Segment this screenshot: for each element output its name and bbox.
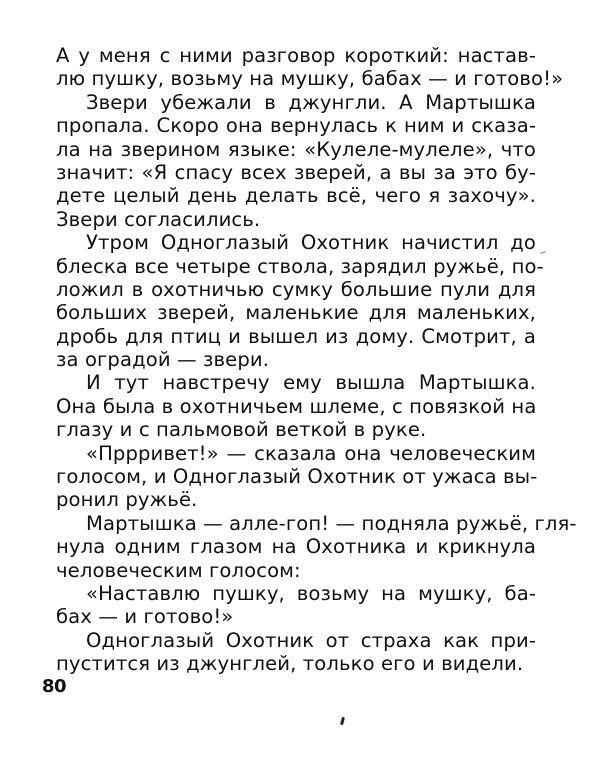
text-line: дробь для птиц и вышел из дому. Смотрит, а [56,324,536,348]
text-line: Одноглазый Охотник от страха как при- [86,628,536,652]
text-line: нула одним глазом на Охотника и крикнула [56,535,536,559]
text-line: глазу и с пальмовой веткой в руке. [56,418,427,442]
text-line: человеческим голосом: [56,558,301,582]
text-line: за оградой — звери. [56,348,270,372]
print-speck [540,251,546,254]
text-line: «Пррривет!» — сказала она человеческим [86,441,536,465]
text-line: Утром Одноглазый Охотник начистил до [86,231,536,255]
text-line: «Наставлю пушку, возьму на мушку, ба- [86,581,536,605]
text-line: ронил ружьё. [56,488,198,512]
text-line: лю пушку, возьму на мушку, бабах — и готово!» [56,67,564,91]
text-line: больших зверей, маленькие для маленьких, [56,301,536,325]
text-line: Мартышка — алле-гоп! — подняла ружьё, гля- [86,511,577,535]
text-line: голосом, и Одноглазый Охотник от ужаса вы- [56,465,538,489]
page-number: 80 [42,676,67,697]
text-line: Звери убежали в джунгли. А Мартышка [86,90,536,114]
text-line: Она была в охотничьем шлеме, с повязкой на [56,394,537,418]
text-line: пустится из джунглей, только его и видели. [56,652,524,676]
text-line: дете целый день делать всё, чего я захочу». [56,184,536,208]
text-line: блеска все четыре ствола, зарядил ружьё, по- [56,254,544,278]
text-line: А у меня с ними разговор короткий: настав- [56,44,536,67]
text-line: бах — и готово!» [56,605,234,629]
print-speck [340,717,345,726]
text-line: ла на зверином языке: «Кулеле-мулеле», что [56,137,536,161]
text-line: Звери согласились. [56,207,261,231]
text-line: И тут навстречу ему вышла Мартышка. [86,371,536,395]
story-text [56,44,577,676]
text-line: пропала. Скоро она вернулась к ним и сказа- [56,114,536,138]
text-line: ложил в охотничью сумку большие пули для [56,277,536,301]
text-line: значит: «Я спасу всех зверей, а вы за это бу- [56,160,536,184]
